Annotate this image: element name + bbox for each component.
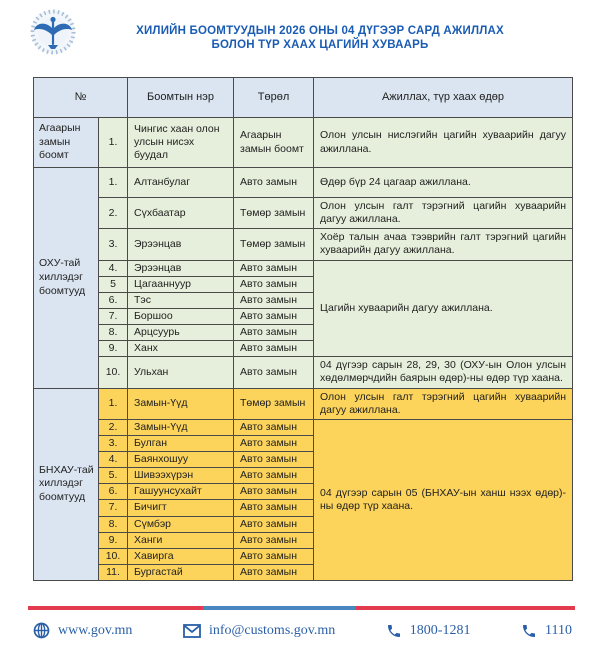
table-row <box>34 229 573 260</box>
envelope-icon <box>183 624 201 638</box>
checkpoint-name: Эрээнцав <box>128 229 234 260</box>
row-number: 6. <box>99 292 128 308</box>
page-title-line2: БОЛОН ТҮР ХААХ ЦАГИЙН ХУВААРЬ <box>211 39 429 51</box>
checkpoint-name: Бургастай <box>128 564 234 580</box>
table-row <box>34 118 573 168</box>
schedule-description: Олон улсын галт тэрэгний цагийн хуваарийн дагуу ажиллана. <box>314 198 573 229</box>
row-number: 1. <box>99 118 128 168</box>
checkpoint-name: Сүмбэр <box>128 516 234 532</box>
globe-icon <box>33 622 50 639</box>
footer-tricolor-rule <box>28 606 575 610</box>
contact-hotline-text: 1800-1281 <box>409 622 471 638</box>
checkpoint-type: Авто замын <box>234 484 314 500</box>
row-number: 6. <box>99 484 128 500</box>
row-number: 11. <box>99 564 128 580</box>
page-title <box>60 24 580 52</box>
row-number: 8. <box>99 325 128 341</box>
checkpoint-type: Авто замын <box>234 341 314 357</box>
table-body <box>34 118 573 581</box>
column-header-name: Боомтын нэр <box>128 78 234 118</box>
column-header-number: № <box>34 78 128 118</box>
contact-hotline <box>386 623 471 639</box>
checkpoint-type: Төмөр замын <box>234 388 314 419</box>
checkpoint-name: Эрээнцав <box>128 260 234 276</box>
checkpoint-name: Шивээхүрэн <box>128 468 234 484</box>
contact-email-text: info@customs.gov.mn <box>208 622 336 638</box>
schedule-table-wrap <box>33 77 572 581</box>
checkpoint-name: Чингис хаан олон улсын нисэх буудал <box>128 118 234 168</box>
phone-icon <box>521 623 537 639</box>
checkpoint-name: Гашуунсухайт <box>128 484 234 500</box>
row-number: 8. <box>99 516 128 532</box>
checkpoint-name: Баянхошуу <box>128 452 234 468</box>
table-row <box>34 260 573 276</box>
schedule-description: 04 дүгээр сарын 28, 29, 30 (ОХУ-ын Олон улсын хөдөлмөрчдийн баярын өдөр)-ны өдөр түр хаана. <box>314 357 573 388</box>
row-number: 4. <box>99 260 128 276</box>
checkpoint-name: Ульхан <box>128 357 234 388</box>
row-number: 2. <box>99 419 128 435</box>
checkpoint-type: Авто замын <box>234 532 314 548</box>
contact-emergency <box>521 623 572 639</box>
row-number: 9. <box>99 341 128 357</box>
schedule-description: Цагийн хуваарийн дагуу ажиллана. <box>314 260 573 357</box>
checkpoint-name: Тэс <box>128 292 234 308</box>
row-number: 10. <box>99 548 128 564</box>
row-number: 7. <box>99 308 128 324</box>
checkpoint-name: Бичигт <box>128 500 234 516</box>
schedule-description: Олон улсын нислэгийн цагийн хуваарийн дагуу ажиллана. <box>314 118 573 168</box>
page-title-line1: ХИЛИЙН БООМТУУДЫН 2026 ОНЫ 04 ДҮГЭЭР САРД АЖИЛЛАХ <box>136 25 504 37</box>
table-row <box>34 198 573 229</box>
contact-website <box>33 622 132 639</box>
checkpoint-name: Арцсуурь <box>128 325 234 341</box>
checkpoint-type: Авто замын <box>234 435 314 451</box>
schedule-description: 04 дүгээр сарын 05 (БНХАУ-ын ханш нээх өдөр)-ны өдөр түр хаана. <box>314 419 573 580</box>
column-header-type: Төрөл <box>234 78 314 118</box>
checkpoint-name: Хавирга <box>128 548 234 564</box>
checkpoint-type: Авто замын <box>234 452 314 468</box>
checkpoint-type: Авто замын <box>234 276 314 292</box>
row-number: 1. <box>99 168 128 198</box>
checkpoint-type: Авто замын <box>234 548 314 564</box>
checkpoint-name: Замын-Үүд <box>128 419 234 435</box>
checkpoint-type: Авто замын <box>234 516 314 532</box>
phone-icon <box>386 623 402 639</box>
checkpoint-name: Цагааннуур <box>128 276 234 292</box>
checkpoint-name: Булган <box>128 435 234 451</box>
checkpoint-type: Агаарын замын боомт <box>234 118 314 168</box>
row-number: 5. <box>99 468 128 484</box>
checkpoint-type: Авто замын <box>234 308 314 324</box>
row-number: 1. <box>99 388 128 419</box>
checkpoint-type: Төмөр замын <box>234 229 314 260</box>
checkpoint-name: Алтанбулаг <box>128 168 234 198</box>
row-number: 3. <box>99 229 128 260</box>
contact-website-text: www.gov.mn <box>58 622 133 638</box>
row-number: 3. <box>99 435 128 451</box>
schedule-description: Олон улсын галт тэрэгний цагийн хуваарийн дагуу ажиллана. <box>314 388 573 419</box>
row-number: 5 <box>99 276 128 292</box>
table-row <box>34 357 573 388</box>
contact-email <box>183 623 335 639</box>
checkpoint-type: Авто замын <box>234 325 314 341</box>
checkpoint-type: Авто замын <box>234 168 314 198</box>
column-header-schedule: Ажиллах, түр хаах өдөр <box>314 78 573 118</box>
table-row <box>34 168 573 198</box>
checkpoint-type: Авто замын <box>234 260 314 276</box>
checkpoint-name: Ханх <box>128 341 234 357</box>
footer-contacts <box>33 622 572 639</box>
contact-emergency-text: 1110 <box>545 622 572 638</box>
table-header-row <box>34 78 573 118</box>
checkpoint-type: Авто замын <box>234 500 314 516</box>
checkpoint-name: Замын-Үүд <box>128 388 234 419</box>
checkpoint-type: Авто замын <box>234 564 314 580</box>
row-number: 2. <box>99 198 128 229</box>
checkpoint-type: Төмөр замын <box>234 198 314 229</box>
row-number: 9. <box>99 532 128 548</box>
checkpoint-type: Авто замын <box>234 419 314 435</box>
checkpoint-name: Ханги <box>128 532 234 548</box>
table-row <box>34 388 573 419</box>
row-number: 4. <box>99 452 128 468</box>
checkpoint-type: Авто замын <box>234 292 314 308</box>
checkpoint-type: Авто замын <box>234 357 314 388</box>
row-number: 7. <box>99 500 128 516</box>
row-number: 10. <box>99 357 128 388</box>
checkpoint-name: Сүхбаатар <box>128 198 234 229</box>
checkpoint-type: Авто замын <box>234 468 314 484</box>
group-cell: БНХАУ-тай хиллэдэг боомтууд <box>34 388 99 581</box>
checkpoint-name: Боршоо <box>128 308 234 324</box>
group-cell: ОХУ-тай хиллэдэг боомтууд <box>34 168 99 389</box>
schedule-table <box>33 77 573 581</box>
schedule-description: Хоёр талын ачаа тээврийн галт тэрэгний цагийн хуваарийн дагуу ажиллана. <box>314 229 573 260</box>
table-row <box>34 419 573 435</box>
schedule-description: Өдөр бүр 24 цагаар ажиллана. <box>314 168 573 198</box>
group-cell: Агаарын замын боомт <box>34 118 99 168</box>
